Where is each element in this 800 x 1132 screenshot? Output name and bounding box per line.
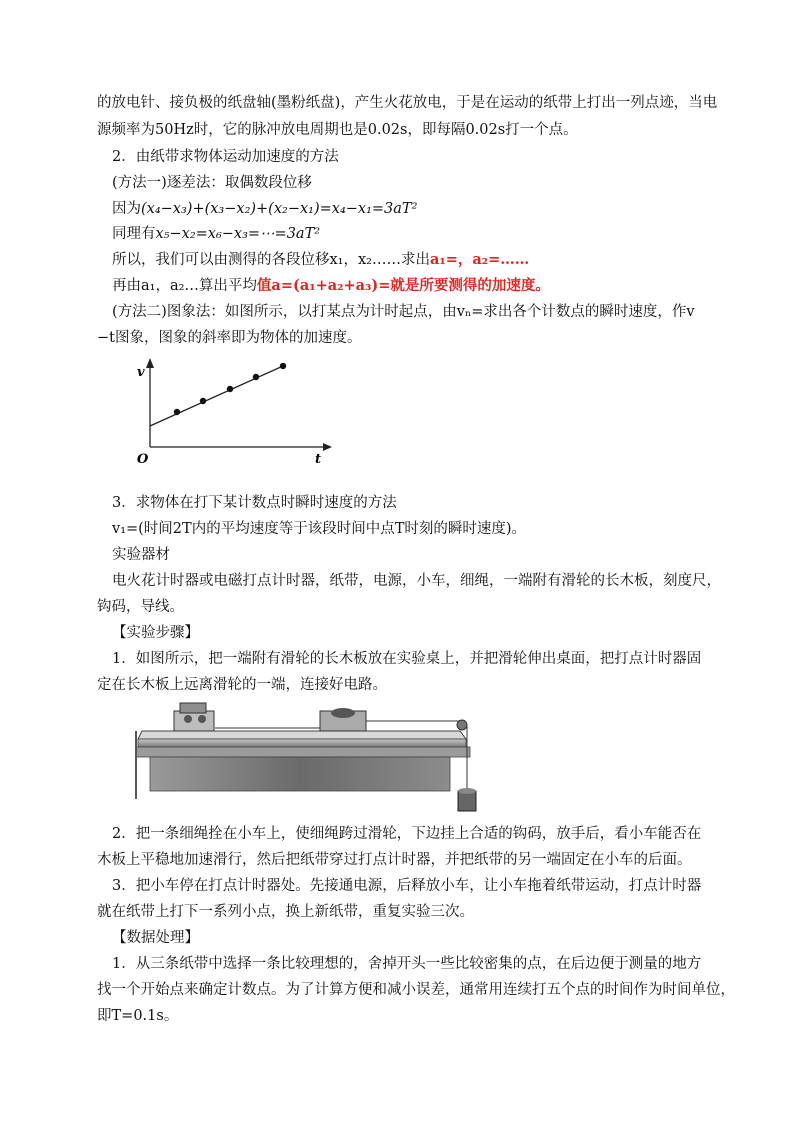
so-text: 所以，我们可以由测得的各段位移x₁，x₂……求出 — [112, 252, 430, 268]
average-line — [112, 276, 550, 296]
dot-timer — [174, 711, 214, 731]
equation-1-prefix: 因为 — [112, 201, 141, 217]
data-processing-line1: 1．从三条纸带中选择一条比较理想的，舍掉开头一些比较密集的点，在后边便于测量的地方 — [112, 956, 702, 972]
method1-title: (方法一)逐差法：取偶数段位移 — [112, 175, 312, 191]
equipment-line1: 电火花计时器或电磁打点计时器，纸带，电源，小车，细绳，一端附有滑轮的长木板，刻度尺， — [112, 573, 721, 589]
para1-line2: 源频率为50Hz时，它的脉冲放电周期也是0.02s，即每隔0.02s打一个点。 — [97, 122, 578, 138]
long-board-top — [138, 731, 466, 739]
equation-2-prefix: 同理有 — [112, 226, 156, 242]
pulley — [457, 720, 467, 730]
method2-line1: (方法二)图象法：如图所示，以打某点为计时起点，由vₙ=求出各个计数点的瞬时速度，作v — [112, 304, 695, 320]
table-body — [150, 757, 450, 791]
graph-point-1 — [174, 409, 180, 415]
equation-1-line — [112, 199, 417, 219]
graph-point-3 — [227, 386, 233, 392]
section3-heading: 3．求物体在打下某计数点时瞬时速度的方法 — [112, 495, 397, 511]
timer-knob — [184, 715, 192, 723]
graph-origin-label: O — [137, 452, 149, 467]
graph-point-2 — [200, 398, 206, 404]
data-processing-line2: 找一个开始点来确定计数点。为了计算方便和减小误差，通常用连续打五个点的时间作为时间单位， — [97, 982, 735, 998]
step1-line1: 1．如图所示，把一端附有滑轮的长木板放在实验桌上，并把滑轮伸出桌面，把打点计时器固 — [112, 651, 702, 667]
average-text: 再由a₁，a₂…算出平均 — [112, 278, 257, 294]
equation-2-line — [112, 224, 320, 244]
average-highlight: 值a=(a₁+a₂+a₃)=就是所要测得的加速度。 — [256, 277, 550, 294]
data-processing-line3: 即T=0.1s。 — [97, 1008, 179, 1024]
graph-point-5 — [280, 363, 286, 369]
hook-weight-top — [458, 788, 476, 794]
vt-graph — [128, 355, 333, 467]
table-top — [136, 747, 470, 757]
equipment-title: 实验器材 — [112, 547, 170, 563]
section2-heading: 2．由纸带求物体运动加速度的方法 — [112, 149, 339, 165]
so-line — [112, 250, 529, 270]
dot-timer-top — [180, 703, 206, 713]
equation-1: (x₄−x₃)+(x₃−x₂)+(x₂−x₁)=x₄−x₁=3aT² — [141, 201, 418, 217]
so-highlight: a₁=，a₂=…… — [429, 251, 530, 268]
graph-point-4 — [253, 374, 259, 380]
equation-2: x₅−x₂=x₆−x₃=⋯=3aT² — [155, 226, 321, 242]
step2-line1: 2．把一条细绳拴在小车上，使细绳跨过滑轮，下边挂上合适的钩码，放手后，看小车能否在 — [112, 826, 702, 842]
apparatus-illustration — [130, 693, 480, 818]
method2-line2: −t图象，图象的斜率即为物体的加速度。 — [97, 330, 362, 346]
graph-y-arrow — [146, 358, 154, 368]
timer-knob-2 — [198, 715, 206, 723]
para1-line1: 的放电针、接负极的纸盘轴(墨粉纸盘)，产生火花放电，于是在运动的纸带上打出一列点迹，当电 — [97, 95, 718, 111]
cart-weight — [331, 708, 355, 718]
graph-velocity-line — [150, 366, 283, 426]
steps-title: 【实验步骤】 — [112, 625, 199, 641]
step1-line2: 定在长木板上远离滑轮的一端，连接好电路。 — [97, 677, 387, 693]
graph-y-label: v — [137, 365, 145, 380]
graph-x-label: t — [315, 452, 322, 467]
step2-line2: 木板上平稳地加速滑行，然后把纸带穿过打点计时器，并把纸带的另一端固定在小车的后面。 — [97, 852, 692, 868]
section3-formula: v₁=(时间2T内的平均速度等于该段时间中点T时刻的瞬时速度)。 — [112, 521, 527, 537]
graph-x-arrow — [323, 443, 332, 451]
long-board-edge — [138, 739, 466, 747]
data-processing-title: 【数据处理】 — [112, 930, 199, 946]
step3-line1: 3．把小车停在打点计时器处。先接通电源，后释放小车，让小车拖着纸带运动，打点计时器 — [112, 878, 702, 894]
step3-line2: 就在纸带上打下一系列小点，换上新纸带，重复实验三次。 — [97, 904, 474, 920]
equipment-line2: 钩码，导线。 — [97, 599, 184, 615]
